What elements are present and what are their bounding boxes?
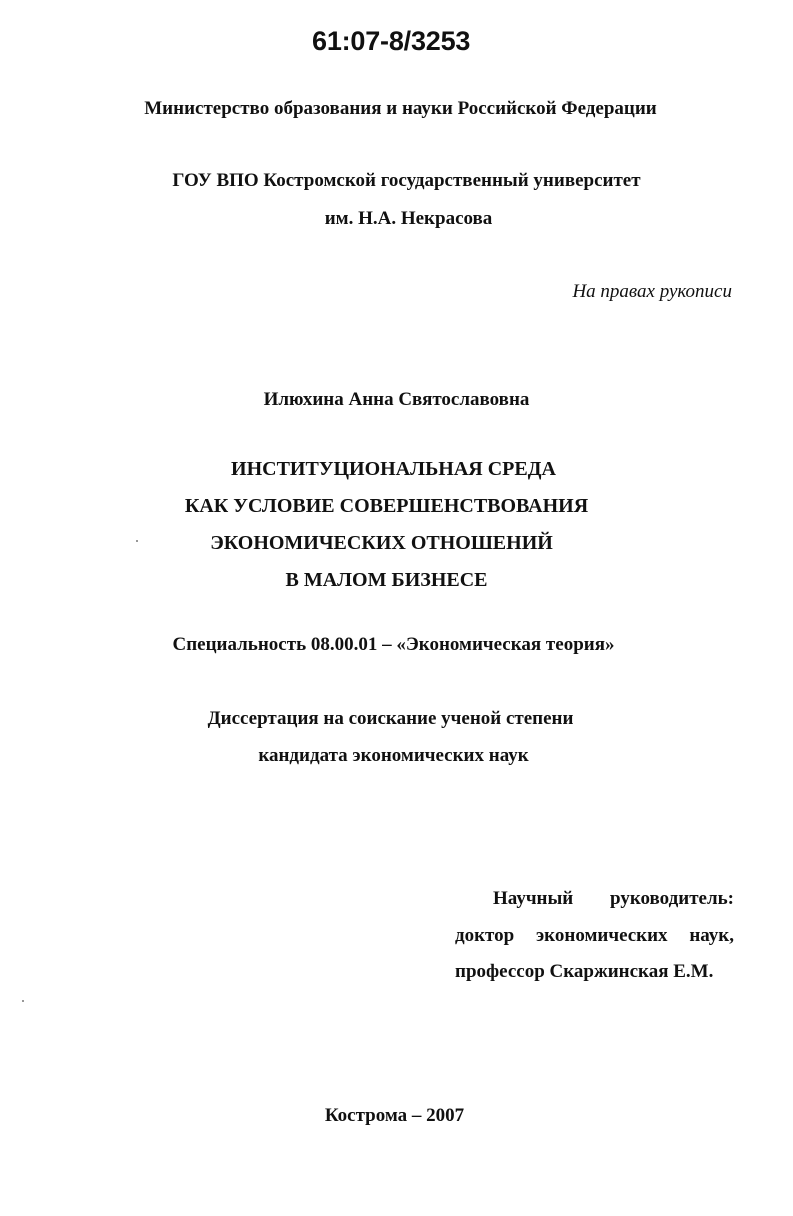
scan-speck xyxy=(136,540,138,542)
author-name: Илюхина Анна Святославовна xyxy=(263,389,530,410)
title-line: В МАЛОМ БИЗНЕСЕ xyxy=(285,569,488,591)
city-year: Кострома – 2007 xyxy=(324,1105,465,1126)
university-heading: ГОУ ВПО Костромской государственный университет xyxy=(172,170,641,191)
title-line: КАК УСЛОВИЕ СОВЕРШЕНСТВОВАНИЯ xyxy=(184,495,589,517)
degree-statement: Диссертация на соискание ученой степени xyxy=(207,708,574,729)
manuscript-note: На правах рукописи xyxy=(572,281,732,302)
advisor-title: Научный руководитель: xyxy=(493,888,734,909)
ministry-heading: Министерство образования и науки Российской Федерации xyxy=(144,98,657,119)
archive-code: 61:07-8/3253 xyxy=(312,26,471,56)
university-name: им. Н.А. Некрасова xyxy=(324,208,493,229)
advisor-degree: доктор экономических наук, xyxy=(455,925,734,946)
degree-statement-continued: кандидата экономических наук xyxy=(258,745,529,766)
advisor-name: профессор Скаржинская Е.М. xyxy=(455,961,714,982)
specialty: Специальность 08.00.01 – «Экономическая теория» xyxy=(172,634,615,655)
scan-speck xyxy=(22,1000,24,1002)
title-line: ИНСТИТУЦИОНАЛЬНАЯ СРЕДА xyxy=(231,458,556,480)
title-line: ЭКОНОМИЧЕСКИХ ОТНОШЕНИЙ xyxy=(210,532,553,554)
